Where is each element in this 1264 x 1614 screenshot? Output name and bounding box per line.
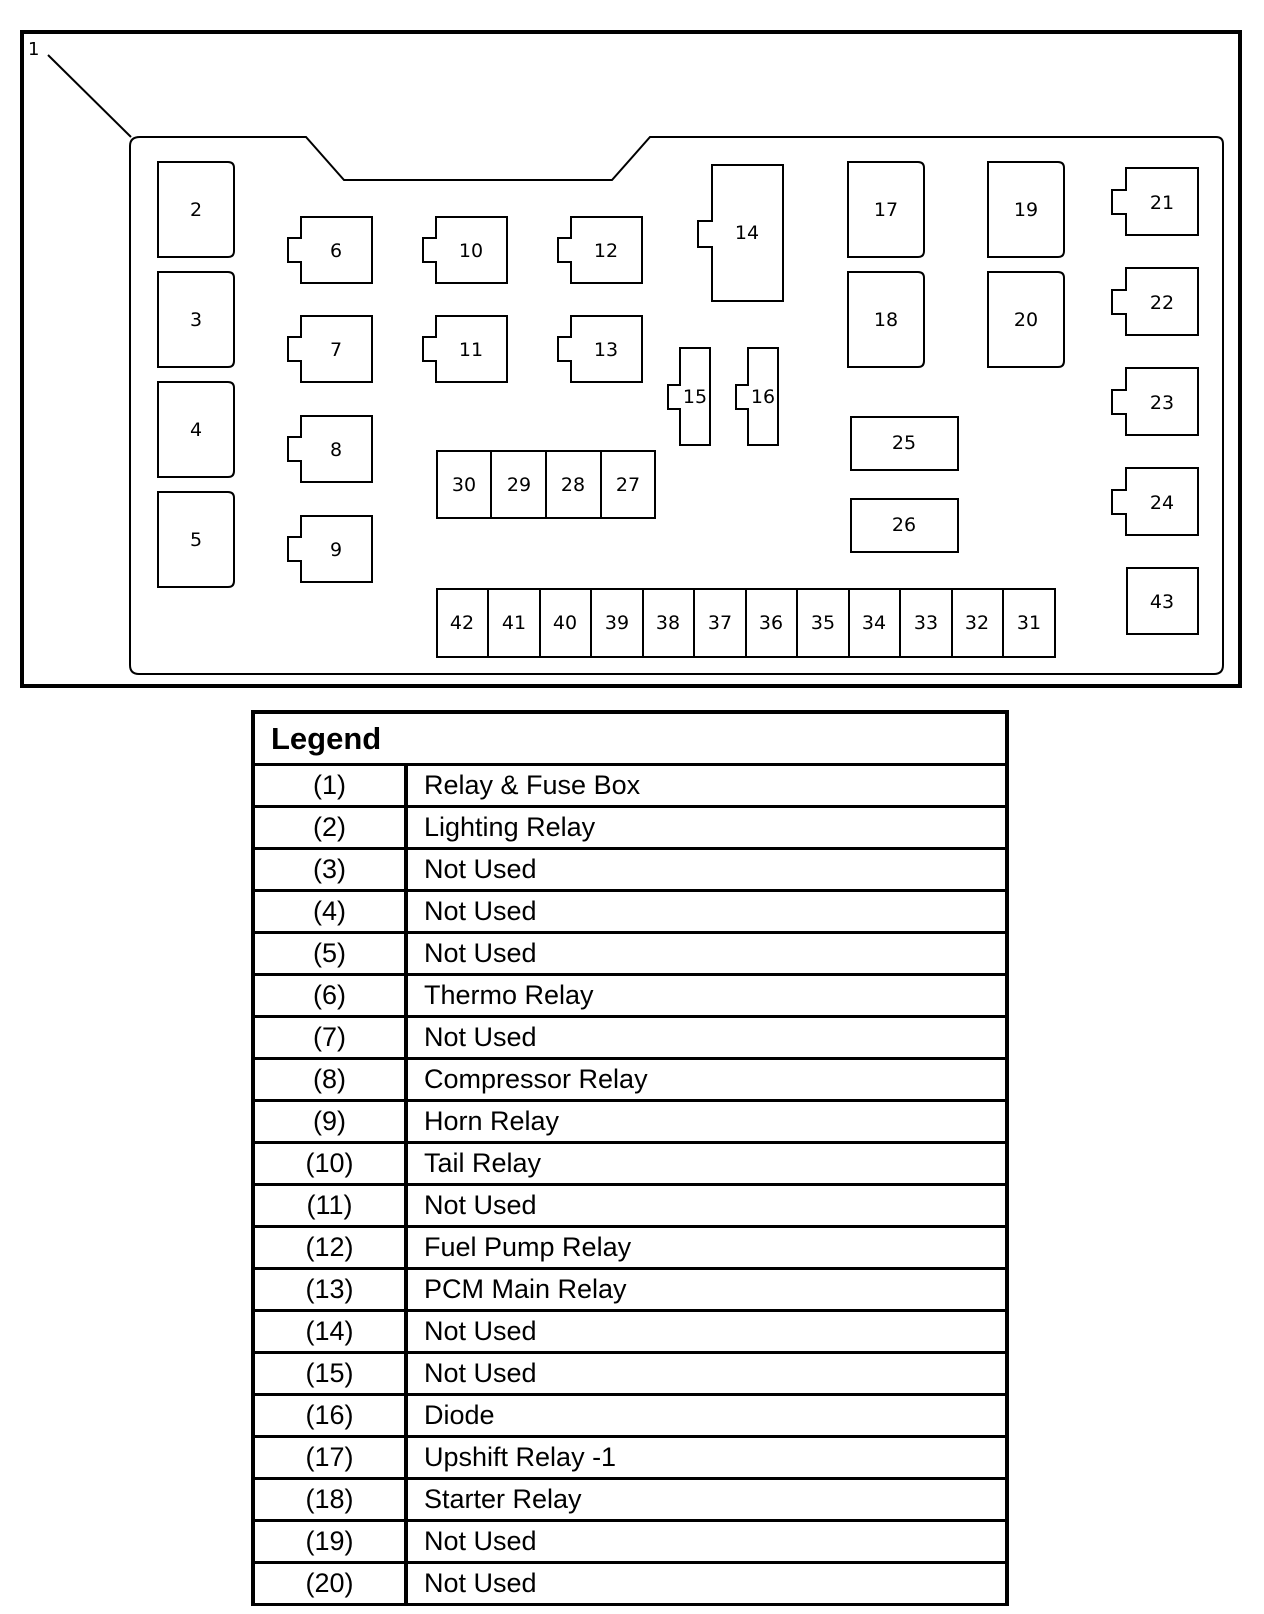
component-label: 25	[891, 432, 917, 454]
legend-number: (6)	[253, 975, 406, 1017]
legend-description: Lighting Relay	[406, 807, 1007, 849]
component-label: 19	[1013, 199, 1039, 221]
legend-row	[253, 975, 1007, 1017]
legend-row	[253, 1563, 1007, 1605]
legend-number: (14)	[253, 1311, 406, 1353]
legend-description: Not Used	[406, 1311, 1007, 1353]
legend-number: (13)	[253, 1269, 406, 1311]
legend-number: (9)	[253, 1101, 406, 1143]
component-label: 16	[750, 386, 776, 408]
legend-number: (7)	[253, 1017, 406, 1059]
legend-description: Tail Relay	[406, 1143, 1007, 1185]
component-label: 23	[1149, 392, 1175, 414]
legend-number: (10)	[253, 1143, 406, 1185]
legend-description: Diode	[406, 1395, 1007, 1437]
component-29: 29	[506, 474, 532, 496]
component-39: 39	[604, 612, 630, 634]
component-label: 13	[593, 339, 619, 361]
legend-description: Not Used	[406, 1563, 1007, 1605]
component-label: 18	[873, 309, 899, 331]
legend-number: (17)	[253, 1437, 406, 1479]
legend-description: PCM Main Relay	[406, 1269, 1007, 1311]
legend-title: Legend	[253, 712, 1007, 765]
legend-row	[253, 1353, 1007, 1395]
component-34: 34	[861, 612, 887, 634]
component-41: 41	[501, 612, 527, 634]
legend-number: (8)	[253, 1059, 406, 1101]
legend-number: (11)	[253, 1185, 406, 1227]
component-40: 40	[552, 612, 578, 634]
component-label: 8	[329, 439, 343, 461]
component-label: 6	[329, 240, 343, 262]
legend-number: (19)	[253, 1521, 406, 1563]
legend-number: (5)	[253, 933, 406, 975]
legend-row	[253, 1017, 1007, 1059]
legend-table	[251, 710, 1009, 1606]
component-label: 9	[329, 539, 343, 561]
legend-row	[253, 933, 1007, 975]
legend-description: Not Used	[406, 933, 1007, 975]
legend-header-row	[253, 712, 1007, 765]
component-label: 4	[189, 419, 203, 441]
legend-row	[253, 1185, 1007, 1227]
component-38: 38	[655, 612, 681, 634]
legend-row	[253, 807, 1007, 849]
legend-row	[253, 1143, 1007, 1185]
legend-row	[253, 1479, 1007, 1521]
legend-description: Starter Relay	[406, 1479, 1007, 1521]
component-label: 21	[1149, 192, 1175, 214]
legend-description: Horn Relay	[406, 1101, 1007, 1143]
component-28: 28	[560, 474, 586, 496]
component-36: 36	[758, 612, 784, 634]
legend-description: Upshift Relay -1	[406, 1437, 1007, 1479]
legend-description: Not Used	[406, 1017, 1007, 1059]
legend-number: (15)	[253, 1353, 406, 1395]
legend-row	[253, 1059, 1007, 1101]
legend-row	[253, 765, 1007, 807]
legend-description: Not Used	[406, 1521, 1007, 1563]
component-27: 27	[615, 474, 641, 496]
legend-row	[253, 891, 1007, 933]
fuse-box-diagram	[0, 0, 1264, 700]
legend-description: Not Used	[406, 891, 1007, 933]
component-31: 31	[1016, 612, 1042, 634]
legend-description: Not Used	[406, 1353, 1007, 1395]
legend-number: (3)	[253, 849, 406, 891]
component-label: 10	[458, 240, 484, 262]
legend-number: (12)	[253, 1227, 406, 1269]
legend-number: (4)	[253, 891, 406, 933]
component-label: 24	[1149, 492, 1175, 514]
component-37: 37	[707, 612, 733, 634]
legend-number: (1)	[253, 765, 406, 807]
legend-row	[253, 1227, 1007, 1269]
legend-row	[253, 1101, 1007, 1143]
component-label: 5	[189, 529, 203, 551]
component-label: 20	[1013, 309, 1039, 331]
legend-description: Fuel Pump Relay	[406, 1227, 1007, 1269]
legend-description: Not Used	[406, 849, 1007, 891]
legend-description: Thermo Relay	[406, 975, 1007, 1017]
legend-number: (20)	[253, 1563, 406, 1605]
component-label: 14	[734, 222, 760, 244]
legend-number: (18)	[253, 1479, 406, 1521]
legend-row	[253, 1269, 1007, 1311]
component-label: 15	[682, 386, 708, 408]
component-label: 26	[891, 514, 917, 536]
legend-number: (2)	[253, 807, 406, 849]
legend-row	[253, 849, 1007, 891]
component-32: 32	[964, 612, 990, 634]
legend-row	[253, 1521, 1007, 1563]
legend-description: Not Used	[406, 1185, 1007, 1227]
component-label: 2	[189, 199, 203, 221]
component-30: 30	[451, 474, 477, 496]
legend-description: Compressor Relay	[406, 1059, 1007, 1101]
component-label: 3	[189, 309, 203, 331]
legend-row	[253, 1437, 1007, 1479]
legend-row	[253, 1395, 1007, 1437]
component-label: 12	[593, 240, 619, 262]
component-42: 42	[449, 612, 475, 634]
component-label: 22	[1149, 292, 1175, 314]
legend-number: (16)	[253, 1395, 406, 1437]
callout-label: 1	[28, 39, 40, 60]
component-33: 33	[913, 612, 939, 634]
component-label: 11	[458, 339, 484, 361]
component-35: 35	[810, 612, 836, 634]
legend-row	[253, 1311, 1007, 1353]
legend-description: Relay & Fuse Box	[406, 765, 1007, 807]
component-label: 43	[1149, 591, 1175, 613]
component-label: 7	[329, 339, 343, 361]
component-label: 17	[873, 199, 899, 221]
